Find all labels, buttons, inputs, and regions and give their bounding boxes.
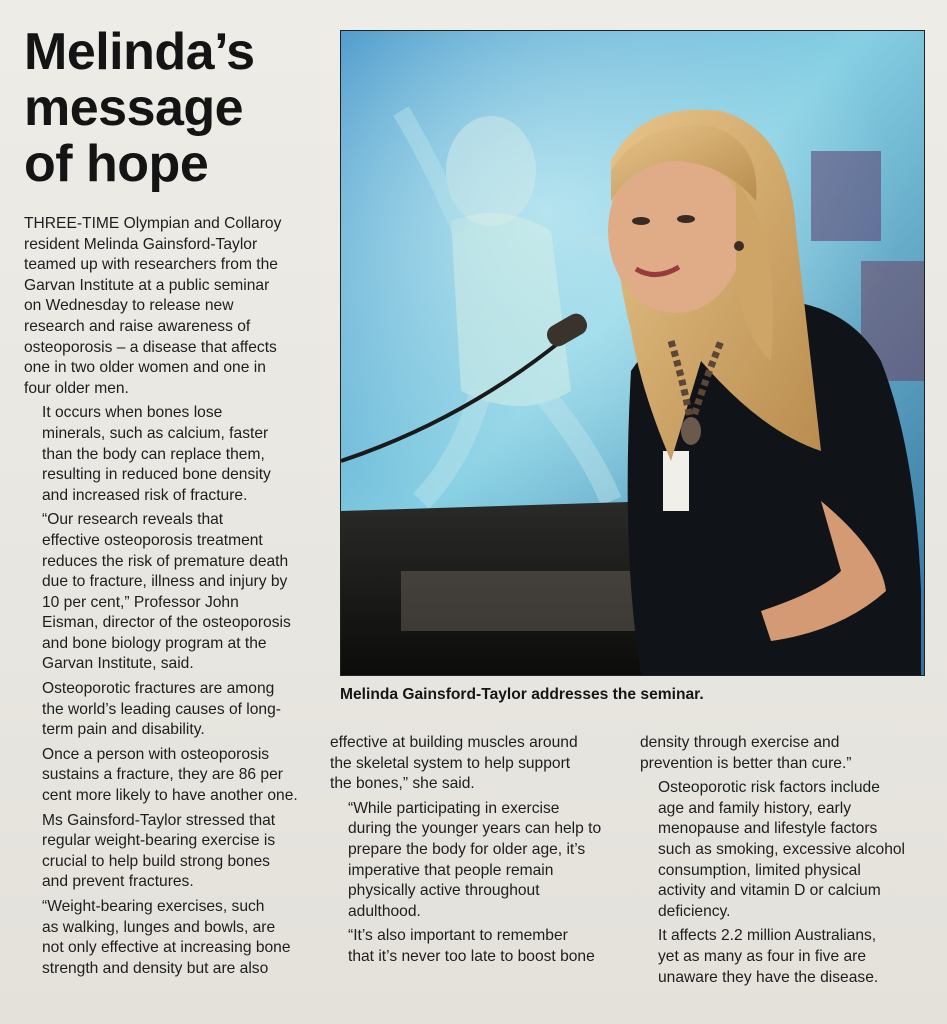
headline bbox=[24, 24, 324, 192]
text-line: as walking, lunges and bowls, are bbox=[42, 918, 276, 936]
text-line: THREE-TIME Olympian and Collaroy bbox=[24, 215, 282, 232]
article-paragraph bbox=[640, 778, 922, 922]
text-line: effective osteoporosis treatment bbox=[42, 531, 263, 549]
text-line: regular weight-bearing exercise is bbox=[42, 832, 276, 850]
text-line: age and family history, early bbox=[658, 799, 851, 817]
article-paragraph bbox=[330, 926, 616, 967]
text-line: It affects 2.2 million Australians, bbox=[658, 927, 877, 945]
text-line: during the younger years can help to bbox=[348, 820, 602, 838]
text-line: and bone biology program at the bbox=[42, 634, 267, 652]
text-line: term pain and disability. bbox=[42, 721, 205, 739]
text-line: prepare the body for older age, it’s bbox=[348, 840, 586, 858]
text-line: research and raise awareness of bbox=[24, 317, 251, 335]
text-line: density through exercise and bbox=[640, 734, 840, 751]
text-line: due to fracture, illness and injury by bbox=[42, 573, 288, 591]
text-line: 10 per cent,” Professor John bbox=[42, 593, 239, 611]
article-paragraph bbox=[24, 403, 314, 506]
text-line: teamed up with researchers from the bbox=[24, 256, 278, 274]
text-line: and increased risk of fracture. bbox=[42, 486, 248, 504]
article-paragraph bbox=[24, 679, 314, 741]
text-line: cent more likely to have another one. bbox=[42, 787, 298, 805]
text-line: strength and density but are also bbox=[42, 959, 269, 977]
text-line: Eisman, director of the osteoporosis bbox=[42, 614, 291, 632]
article-paragraph bbox=[24, 897, 314, 979]
article-paragraph bbox=[24, 214, 314, 399]
article-column-1 bbox=[24, 214, 314, 979]
text-line: deficiency. bbox=[658, 902, 731, 920]
text-line: not only effective at increasing bone bbox=[42, 939, 291, 957]
headline-line: of hope bbox=[24, 135, 209, 193]
text-line: unaware they have the disease. bbox=[658, 968, 879, 986]
text-line: crucial to help build strong bones bbox=[42, 852, 270, 870]
text-line: Osteoporotic fractures are among bbox=[42, 680, 275, 698]
article-paragraph bbox=[640, 733, 922, 774]
speaker-photo-illustration bbox=[341, 31, 924, 675]
text-line: consumption, limited physical bbox=[658, 861, 861, 879]
text-line: that it’s never too late to boost bone bbox=[348, 947, 595, 965]
text-line: Once a person with osteoporosis bbox=[42, 745, 270, 763]
text-line: imperative that people remain bbox=[348, 861, 554, 879]
text-line: one in two older women and one in bbox=[24, 359, 266, 377]
text-line: prevention is better than cure.” bbox=[640, 754, 852, 772]
text-line: Garvan Institute, said. bbox=[42, 655, 194, 673]
text-line: sustains a fracture, they are 86 per bbox=[42, 766, 283, 784]
text-line: “While participating in exercise bbox=[348, 799, 560, 817]
article-paragraph bbox=[330, 733, 616, 795]
text-line: and prevent fractures. bbox=[42, 873, 194, 891]
text-line: Ms Gainsford-Taylor stressed that bbox=[42, 811, 276, 829]
text-line: the bones,” she said. bbox=[330, 775, 475, 793]
text-line: effective at building muscles around bbox=[330, 734, 578, 751]
text-line: than the body can replace them, bbox=[42, 445, 265, 463]
headline-line: message bbox=[24, 79, 244, 137]
text-line: It occurs when bones lose bbox=[42, 404, 223, 422]
photo-caption: Melinda Gainsford-Taylor addresses the seminar. bbox=[340, 686, 704, 703]
text-line: resident Melinda Gainsford-Taylor bbox=[24, 235, 258, 253]
text-line: activity and vitamin D or calcium bbox=[658, 882, 881, 900]
text-line: physically active throughout bbox=[348, 882, 540, 900]
article-paragraph bbox=[330, 799, 616, 923]
text-line: minerals, such as calcium, faster bbox=[42, 424, 269, 442]
article-paragraph bbox=[24, 811, 314, 893]
text-line: on Wednesday to release new bbox=[24, 297, 234, 315]
text-line: “Weight-bearing exercises, such bbox=[42, 898, 265, 915]
text-line: four older men. bbox=[24, 379, 129, 397]
article-photo bbox=[340, 30, 925, 676]
article-paragraph bbox=[24, 745, 314, 807]
text-line: “Our research reveals that bbox=[42, 511, 224, 529]
article-paragraph bbox=[640, 926, 922, 988]
text-line: the skeletal system to help support bbox=[330, 754, 571, 772]
text-line: reduces the risk of premature death bbox=[42, 552, 289, 570]
text-line: resulting in reduced bone density bbox=[42, 466, 271, 484]
text-line: such as smoking, excessive alcohol bbox=[658, 840, 906, 858]
text-line: yet as many as four in five are bbox=[658, 947, 867, 965]
text-line: the world’s leading causes of long- bbox=[42, 700, 281, 718]
text-line: menopause and lifestyle factors bbox=[658, 820, 878, 838]
text-line: adulthood. bbox=[348, 902, 421, 920]
text-line: Osteoporotic risk factors include bbox=[658, 779, 880, 797]
text-line: osteoporosis – a disease that affects bbox=[24, 338, 277, 356]
article-paragraph bbox=[24, 510, 314, 675]
article-column-2 bbox=[330, 733, 616, 968]
text-line: Garvan Institute at a public seminar bbox=[24, 276, 270, 294]
headline-line: Melinda’s bbox=[24, 23, 255, 81]
article-column-3 bbox=[640, 733, 922, 988]
text-line: “It’s also important to remember bbox=[348, 927, 568, 945]
